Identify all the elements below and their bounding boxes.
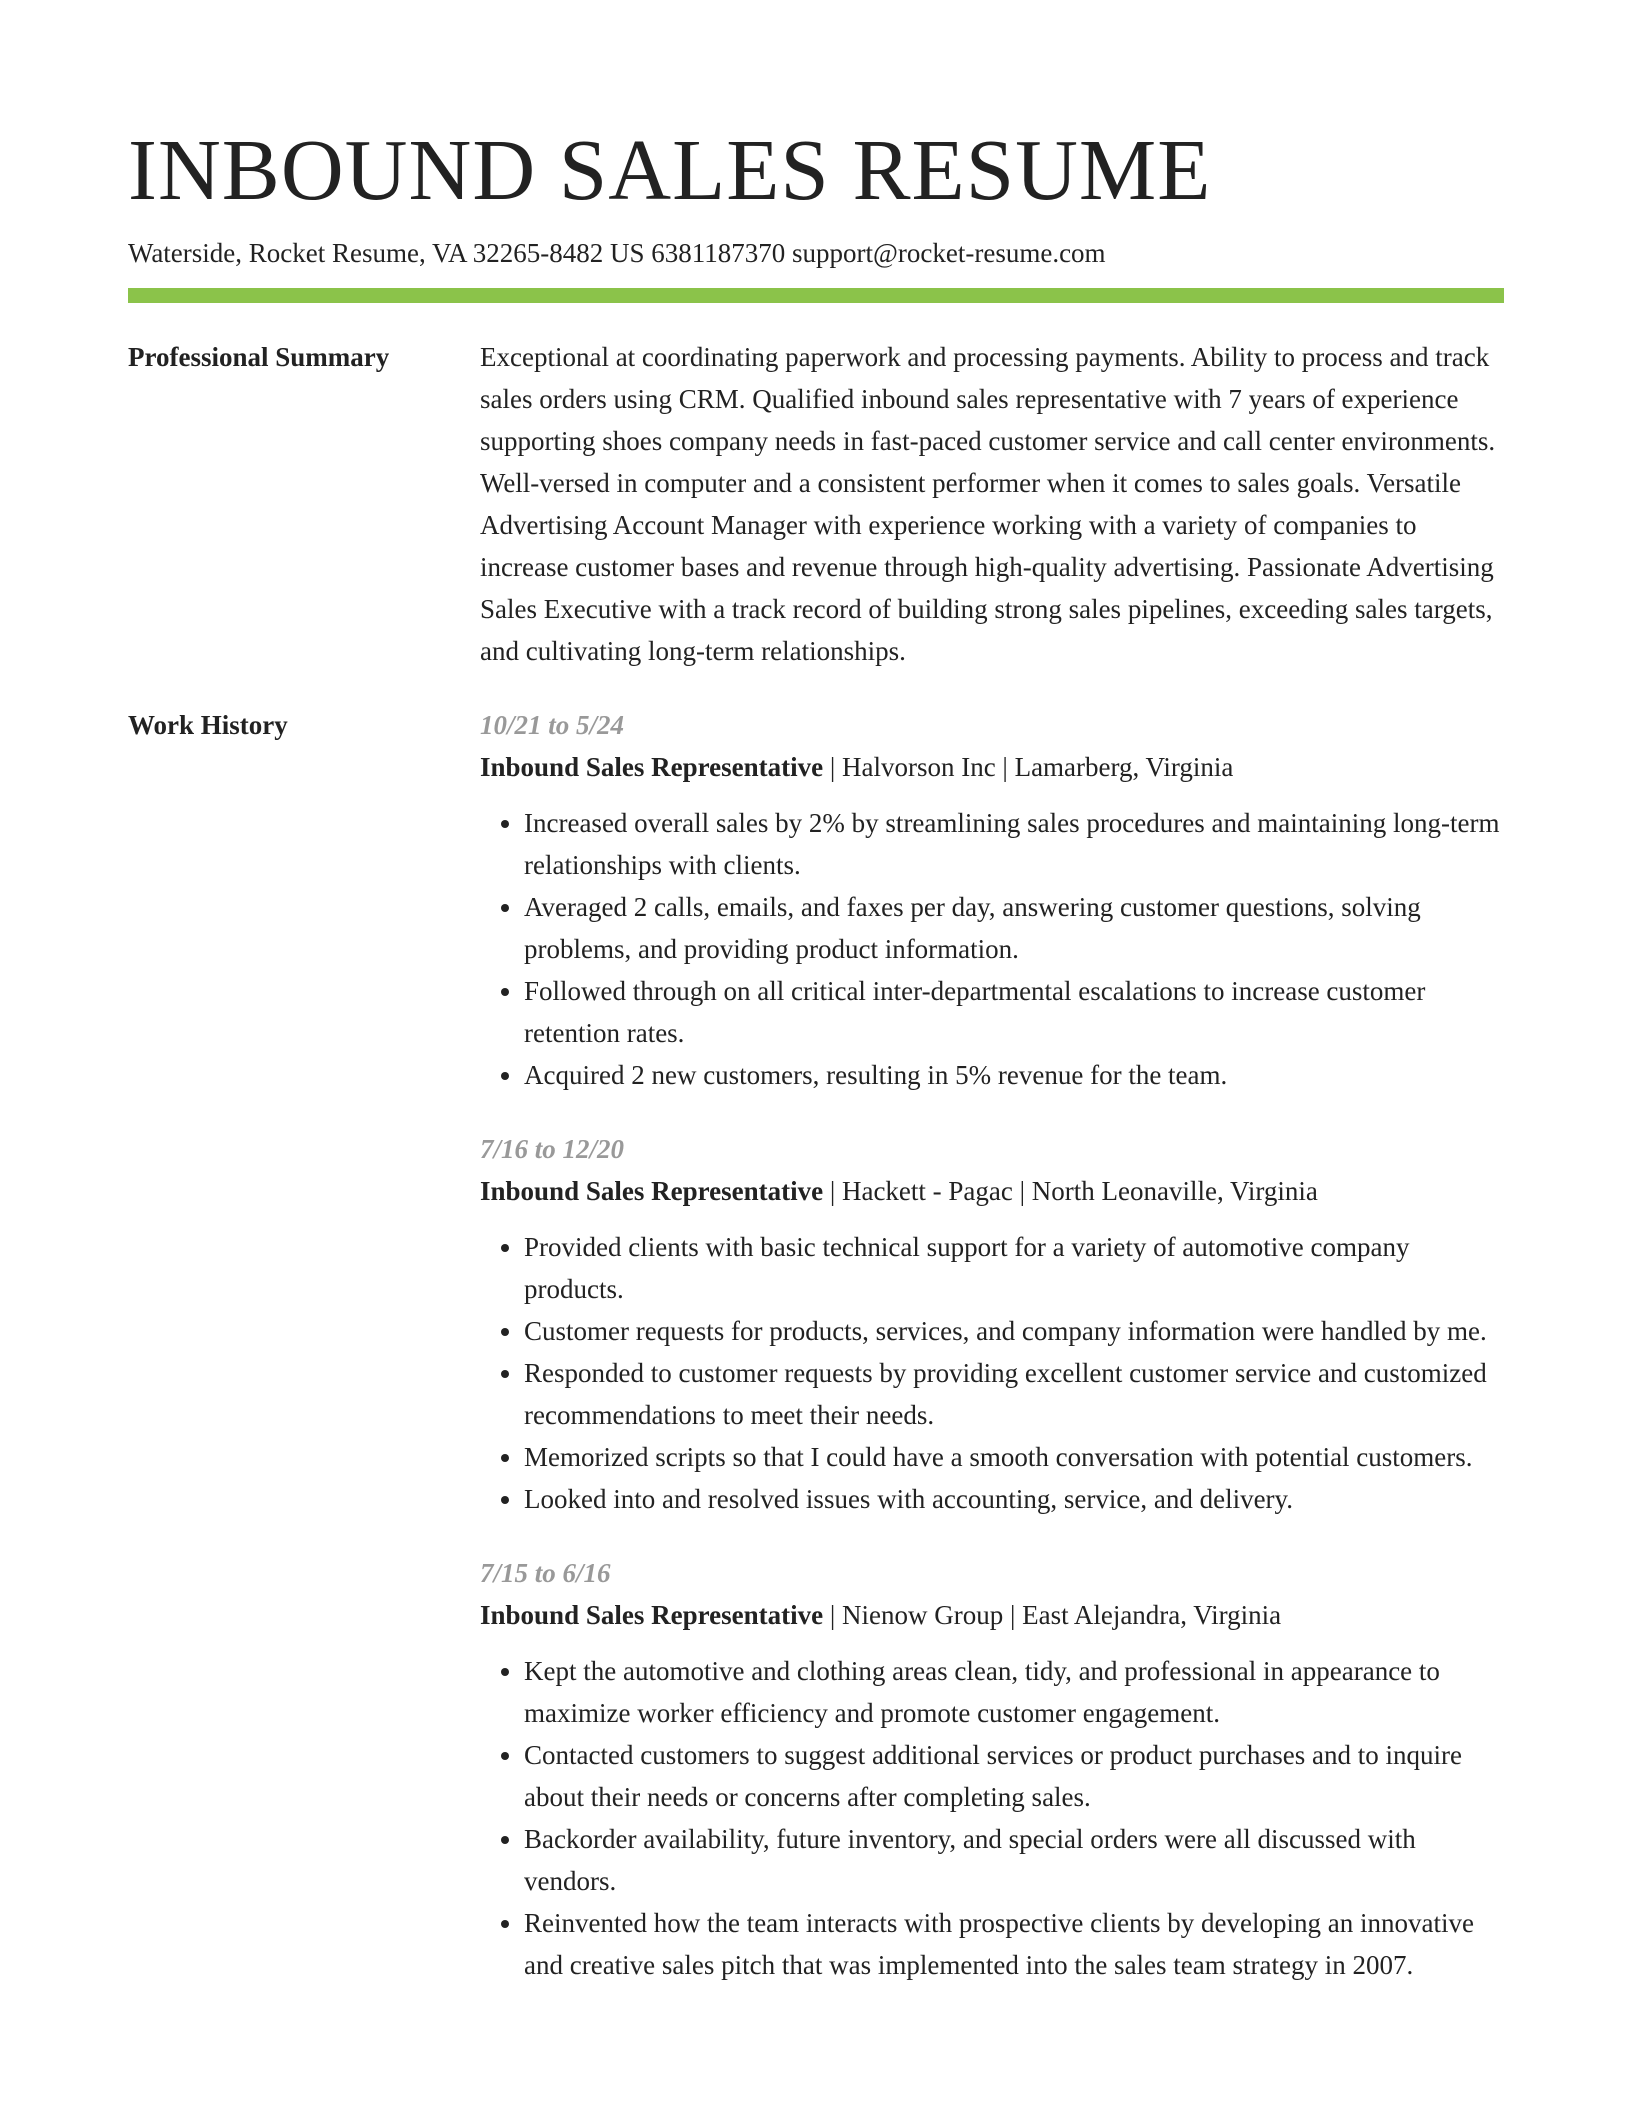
job-title: Inbound Sales Representative — [480, 1176, 824, 1206]
job-bullet: • Kept the automotive and clothing areas clean, tidy, and professional in appearance to maximize worker efficiency and promote customer engagement. — [524, 1650, 1504, 1734]
job-dates: 7/15 to 6/16 — [480, 1558, 611, 1588]
job-details: | Halvorson Inc | Lamarberg, Virginia — [823, 752, 1234, 782]
professional-summary-section — [128, 336, 1504, 672]
job-bullet: • Increased overall sales by 2% by streamlining sales procedures and maintaining long-term relationships with clients. — [524, 802, 1504, 886]
job-bullet: • Memorized scripts so that I could have a smooth conversation with potential customers. — [524, 1436, 1504, 1478]
accent-divider — [128, 288, 1504, 303]
job-heading — [480, 1594, 1504, 1636]
job-bullet-list — [480, 1226, 1504, 1520]
job-title: Inbound Sales Representative — [480, 1600, 824, 1630]
job-bullet-list — [480, 1650, 1504, 1986]
resume-title: INBOUND SALES RESUME — [128, 121, 1212, 218]
job-dates: 7/16 to 12/20 — [480, 1134, 625, 1164]
job-heading — [480, 746, 1504, 788]
resume-page — [128, 118, 1504, 2018]
work-history-section — [128, 704, 1504, 2018]
job-bullet: • Responded to customer requests by providing excellent customer service and customized recommendations to meet their needs. — [524, 1352, 1504, 1436]
job-details: | Nienow Group | East Alejandra, Virginia — [823, 1600, 1282, 1630]
job-bullet: • Averaged 2 calls, emails, and faxes per day, answering customer questions, solving problems, and providing product information. — [524, 886, 1504, 970]
job-bullet-list — [480, 802, 1504, 1096]
job-details: | Hackett - Pagac | North Leonaville, Virginia — [823, 1176, 1318, 1206]
summary-text: Exceptional at coordinating paperwork and processing payments. Ability to process and track sales orders using CRM. Qualified inbound sales representative with 7 years of experience supporting shoes company needs in fast-paced customer service and call center environments. Well-versed in computer and a consistent performer when it comes to sales goals. Versatile Advertising Account Manager with experience working with a variety of companies to increase customer bases and revenue through high-quality advertising. Passionate Advertising Sales Executive with a track record of building strong sales pipelines, exceeding sales targets, and cultivating long-term relationships. — [480, 342, 1496, 666]
job-bullet: • Followed through on all critical inter-departmental escalations to increase customer retention rates. — [524, 970, 1504, 1054]
job-bullet: • Contacted customers to suggest additional services or product purchases and to inquire about their needs or concerns after completing sales. — [524, 1734, 1504, 1818]
work-history-list — [480, 704, 1504, 2018]
section-label-summary: Professional Summary — [128, 342, 390, 372]
section-label-work-history: Work History — [128, 710, 288, 740]
job-dates: 10/21 to 5/24 — [480, 710, 625, 740]
job-bullet: • Backorder availability, future inventory, and special orders were all discussed with vendors. — [524, 1818, 1504, 1902]
job-entry — [480, 1128, 1504, 1520]
job-bullet: • Provided clients with basic technical support for a variety of automotive company products. — [524, 1226, 1504, 1310]
job-heading — [480, 1170, 1504, 1212]
job-entry — [480, 1552, 1504, 1986]
job-bullet: • Acquired 2 new customers, resulting in 5% revenue for the team. — [524, 1054, 1504, 1096]
job-title: Inbound Sales Representative — [480, 752, 824, 782]
job-bullet: • Looked into and resolved issues with accounting, service, and delivery. — [524, 1478, 1504, 1520]
job-entry — [480, 704, 1504, 1096]
contact-line: Waterside, Rocket Resume, VA 32265-8482 US 6381187370 support@rocket-resume.com — [128, 238, 1106, 268]
job-bullet: • Customer requests for products, services, and company information were handled by me. — [524, 1310, 1504, 1352]
job-bullet: • Reinvented how the team interacts with prospective clients by developing an innovative and creative sales pitch that was implemented into the sales team strategy in 2007. — [524, 1902, 1504, 1986]
